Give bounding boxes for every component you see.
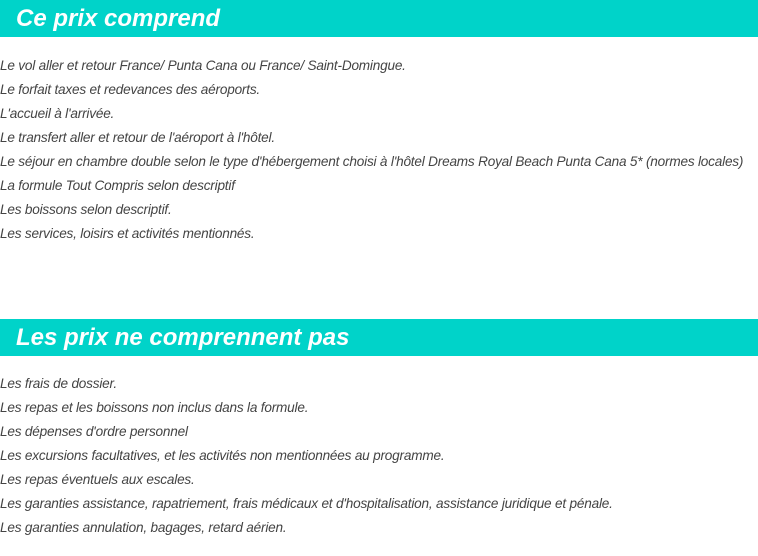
section-heading: Les prix ne comprennent pas [0,319,758,356]
list-item: Les repas et les boissons non inclus dans la formule. [0,400,309,415]
list-item: Le forfait taxes et redevances des aéroports. [0,82,261,97]
price-excludes-section [0,319,758,540]
list-item: Les dépenses d'ordre personnel [0,424,188,439]
list-item: L'accueil à l'arrivée. [0,106,115,121]
list-item: Les excursions facultatives, et les activités non mentionnées au programme. [0,448,445,463]
list-item: Le transfert aller et retour de l'aéroport à l'hôtel. [0,130,275,145]
list-item: Les frais de dossier. [0,376,117,391]
list-item: Les services, loisirs et activités mentionnés. [0,226,255,241]
list-item: Les garanties assistance, rapatriement, frais médicaux et d'hospitalisation, assistance juridique et pénale. [0,496,613,511]
list-item: La formule Tout Compris selon descriptif [0,178,235,193]
included-list [0,54,758,246]
list-item: Les repas éventuels aux escales. [0,472,195,487]
list-item: Les boissons selon descriptif. [0,202,172,217]
list-item: Le séjour en chambre double selon le type d'hébergement choisi à l'hôtel Dreams Royal Beach Punta Cana 5* (normes locales) [0,154,744,169]
list-item: Le vol aller et retour France/ Punta Cana ou France/ Saint-Domingue. [0,58,406,73]
price-includes-section [0,0,758,246]
section-heading: Ce prix comprend [0,0,758,37]
excluded-list [0,372,758,540]
list-item: Les garanties annulation, bagages, retard aérien. [0,520,287,535]
